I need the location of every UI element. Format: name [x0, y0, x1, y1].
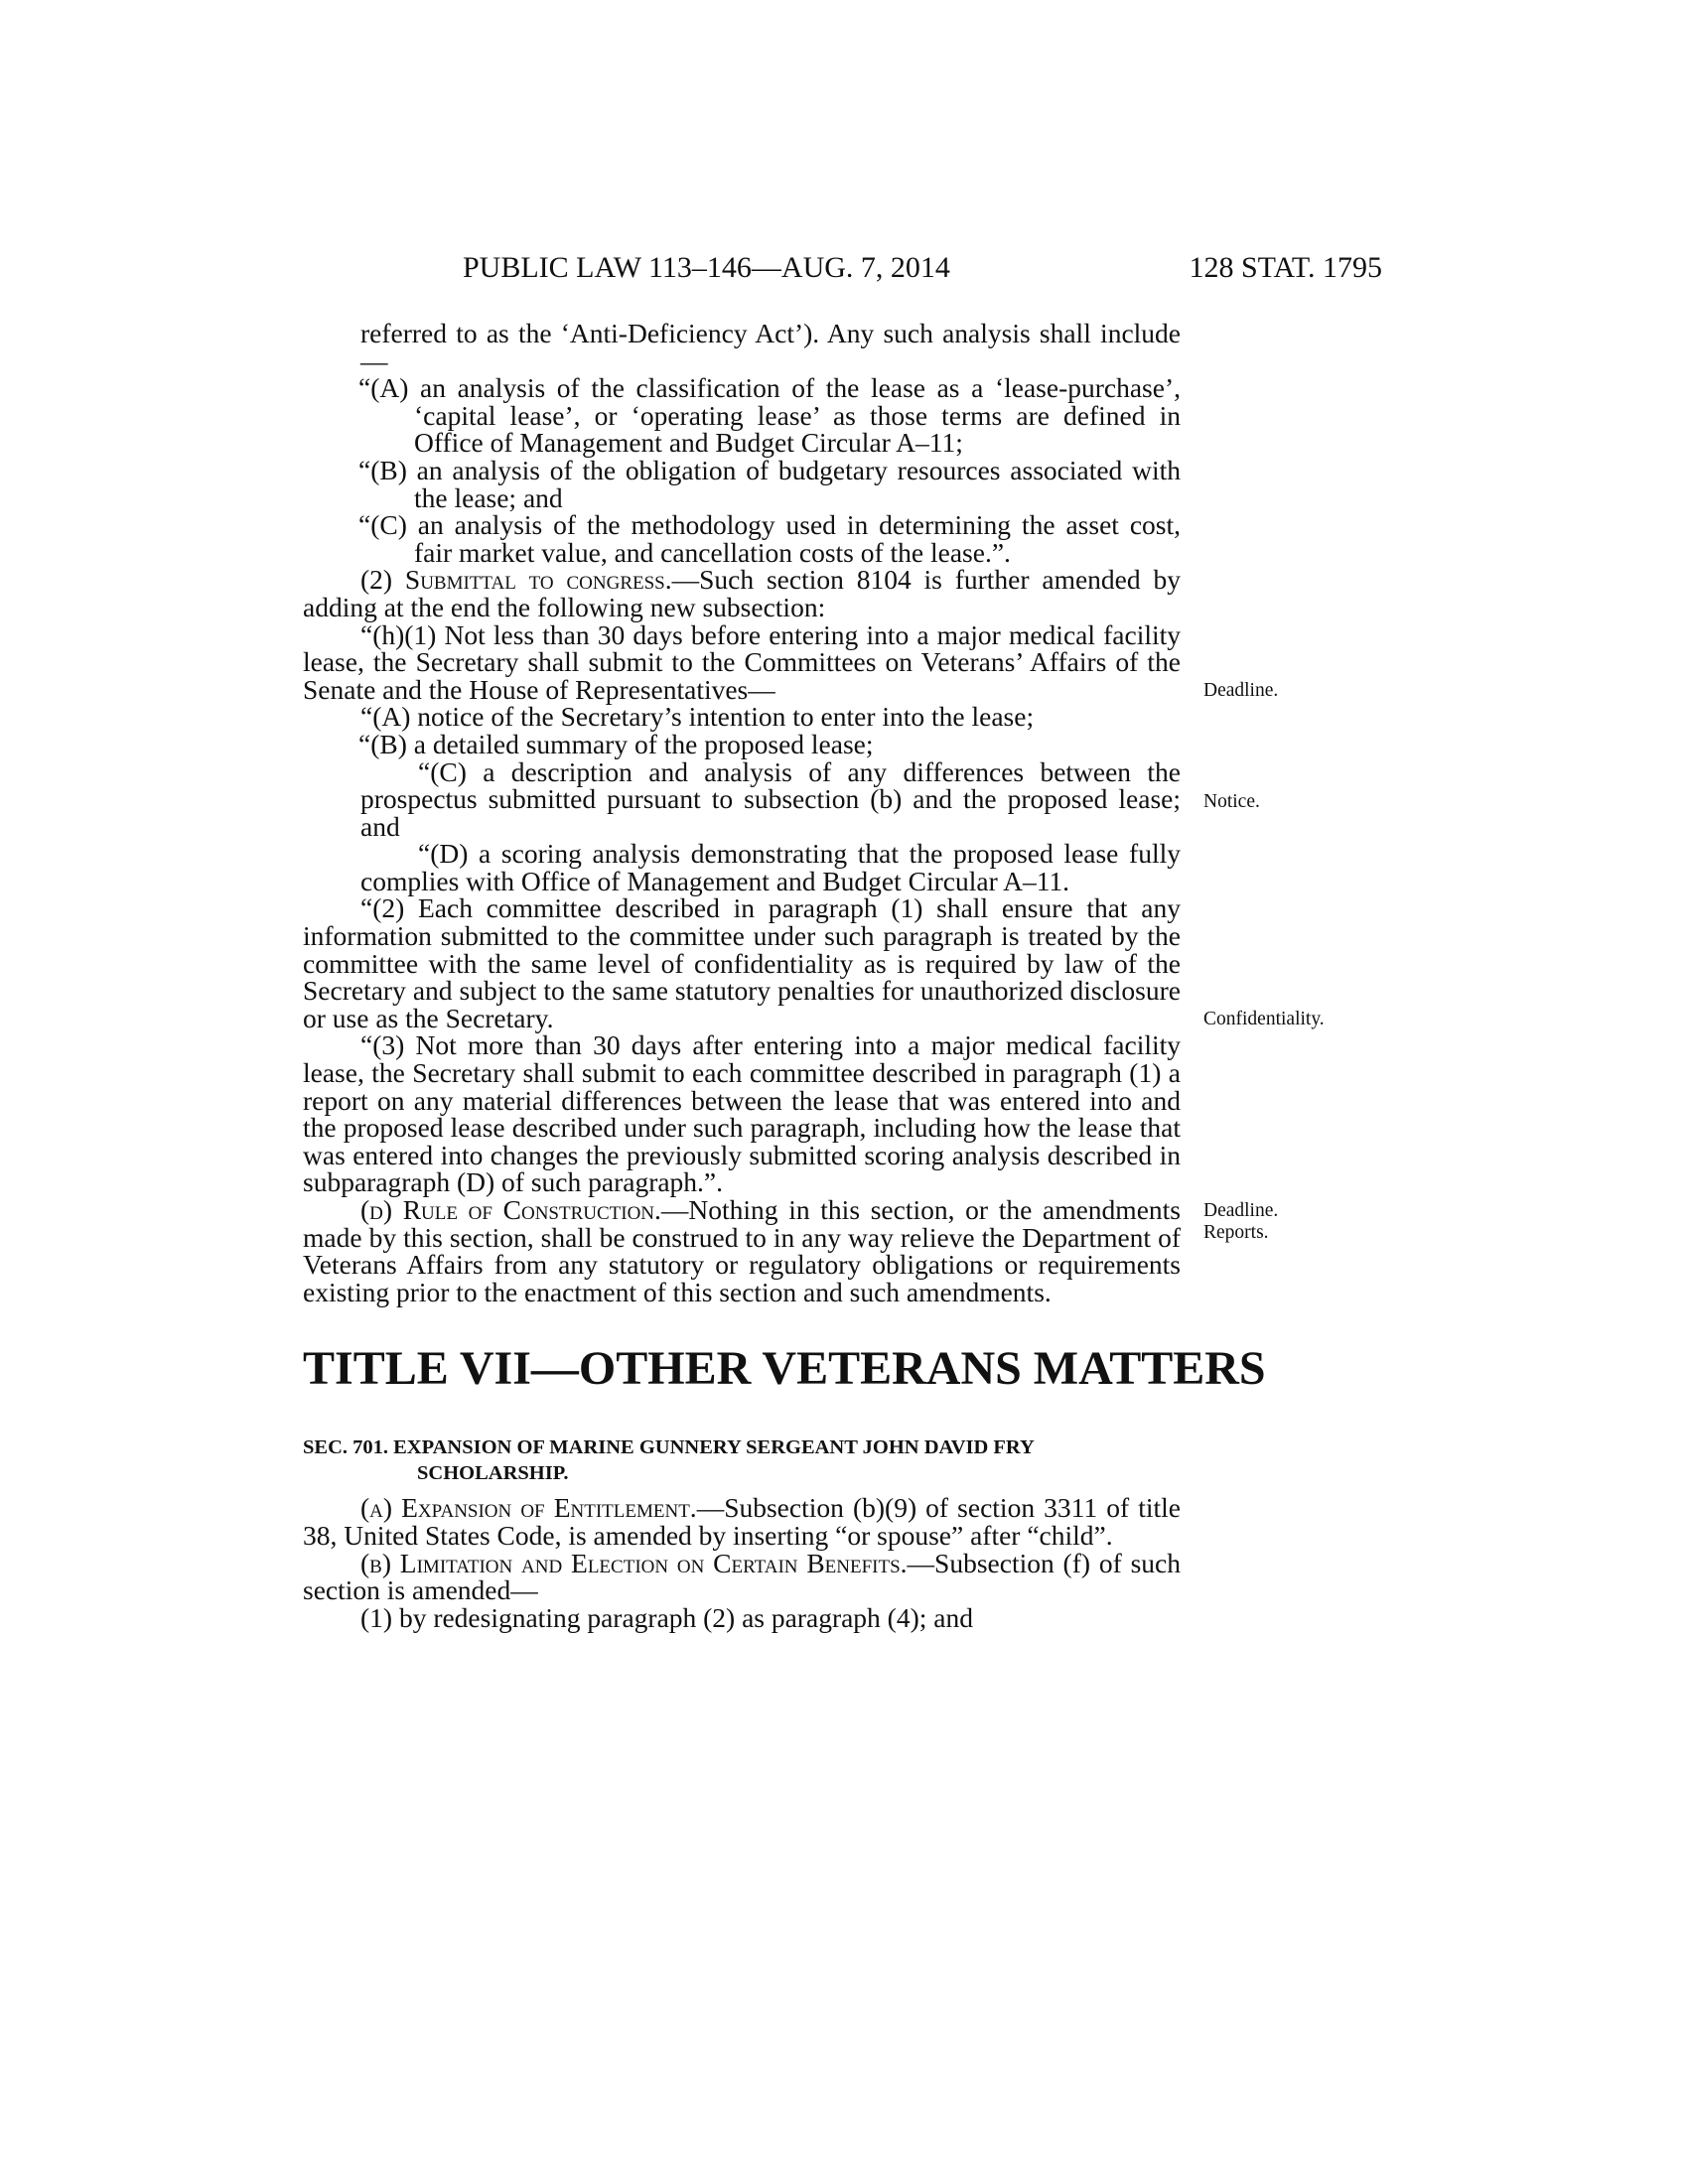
- clause-b: “(B) an analysis of the obligation of budgetary resources associated with the lease; and: [358, 454, 1181, 513]
- subsection-b-heading: (b) Limitation and Election on Certain Benefits.: [360, 1547, 908, 1578]
- margin-note-notice: Notice.: [1203, 791, 1260, 812]
- paragraph-continuation: referred to as the ‘Anti-Deficiency Act’). Any such analysis shall include—: [360, 318, 1181, 376]
- subsection-h2: “(2) Each committee described in paragraph (1) shall ensure that any information submitted to the committee under such paragraph is treated by the committee with the same level of confidentiality as is required by law of the Secretary and subject to the same statutory penalties for unauthorized disclosure or use as the Secretary.: [303, 892, 1181, 1033]
- subsection-d-text: —Nothing in this section, or the amendments made by this section, shall be construed to in any way relieve the Department of Veterans Affairs from any statutory or regulatory obligations or requirements existing prior to the enactment of this section and such amendments.: [303, 1194, 1181, 1307]
- subsection-h-c: “(C) a description and analysis of any differences between the prospectus submitted pursuant to subsection (b) and the proposed lease; and: [360, 755, 1181, 842]
- margin-note-deadline: Deadline.: [1203, 680, 1279, 701]
- running-header-page-number: 128 STAT. 1795: [1189, 251, 1382, 284]
- paragraph-2: [303, 566, 1181, 620]
- subsection-h3: “(3) Not more than 30 days after entering into a major medical facility lease, the Secretary shall submit to each committee described in paragraph (1) a report on any material differences between the lease that was entered into and the proposed lease described under such paragraph, including how the lease that was entered into changes the previously submitted scoring analysis described in subparagraph (D) of such paragraph.”.: [303, 1029, 1181, 1198]
- subsection-a: [303, 1494, 1181, 1549]
- clause-a: “(A) an analysis of the classification of the lease as a ‘lease-purchase’, ‘capital lease’, or ‘operating lease’ as those terms are defined in Office of Management and Budget Circular A–11;: [358, 372, 1181, 459]
- margin-note-reports: Reports.: [1203, 1222, 1269, 1243]
- subsection-h-a: “(A) notice of the Secretary’s intention to enter into the lease;: [360, 701, 1035, 733]
- running-header-title: PUBLIC LAW 113–146—AUG. 7, 2014: [463, 251, 950, 284]
- section-heading: SEC. 701. EXPANSION OF MARINE GUNNERY SERGEANT JOHN DAVID FRY SCHOLARSHIP.: [303, 1436, 1035, 1485]
- subsection-h-d: “(D) a scoring analysis demonstrating that the proposed lease fully complies with Office of Management and Budget Circular A–11.: [360, 838, 1181, 896]
- subsection-d: [303, 1196, 1181, 1305]
- margin-note-deadline-2: Deadline.: [1203, 1200, 1279, 1221]
- subsection-b-text: —Subsection (f) of such section is amended—: [303, 1547, 1181, 1606]
- subsection-h1: “(h)(1) Not less than 30 days before entering into a major medical facility lease, the Secretary shall submit to the Committees on Veterans’ Affairs of the Senate and the House of Representatives—: [303, 618, 1181, 705]
- paragraph-2-heading: (2) Submittal to congress.: [360, 564, 672, 596]
- subsection-b: [303, 1547, 1181, 1606]
- subsection-b-paragraph-1: (1) by redesignating paragraph (2) as paragraph (4); and: [360, 1601, 973, 1633]
- clause-c: “(C) an analysis of the methodology used in determining the asset cost, fair market value, and cancellation costs of the lease.”.: [358, 509, 1181, 568]
- margin-note-confidentiality: Confidentiality.: [1203, 1009, 1325, 1029]
- title-heading: TITLE VII—OTHER VETERANS MATTERS: [303, 1342, 1266, 1396]
- subsection-a-text: —Subsection (b)(9) of section 3311 of title 38, United States Code, is amended by inserting “or spouse” after “child”.: [303, 1492, 1181, 1551]
- subsection-a-heading: (a) Expansion of Entitlement.: [360, 1492, 697, 1524]
- paragraph-2-text: —Such section 8104 is further amended by adding at the end the following new subsection:: [303, 564, 1181, 622]
- spacer: [303, 1305, 1181, 1341]
- subsection-d-heading: (d) Rule of Construction.: [360, 1194, 661, 1225]
- subsection-h-b: “(B) a detailed summary of the proposed lease;: [358, 728, 874, 759]
